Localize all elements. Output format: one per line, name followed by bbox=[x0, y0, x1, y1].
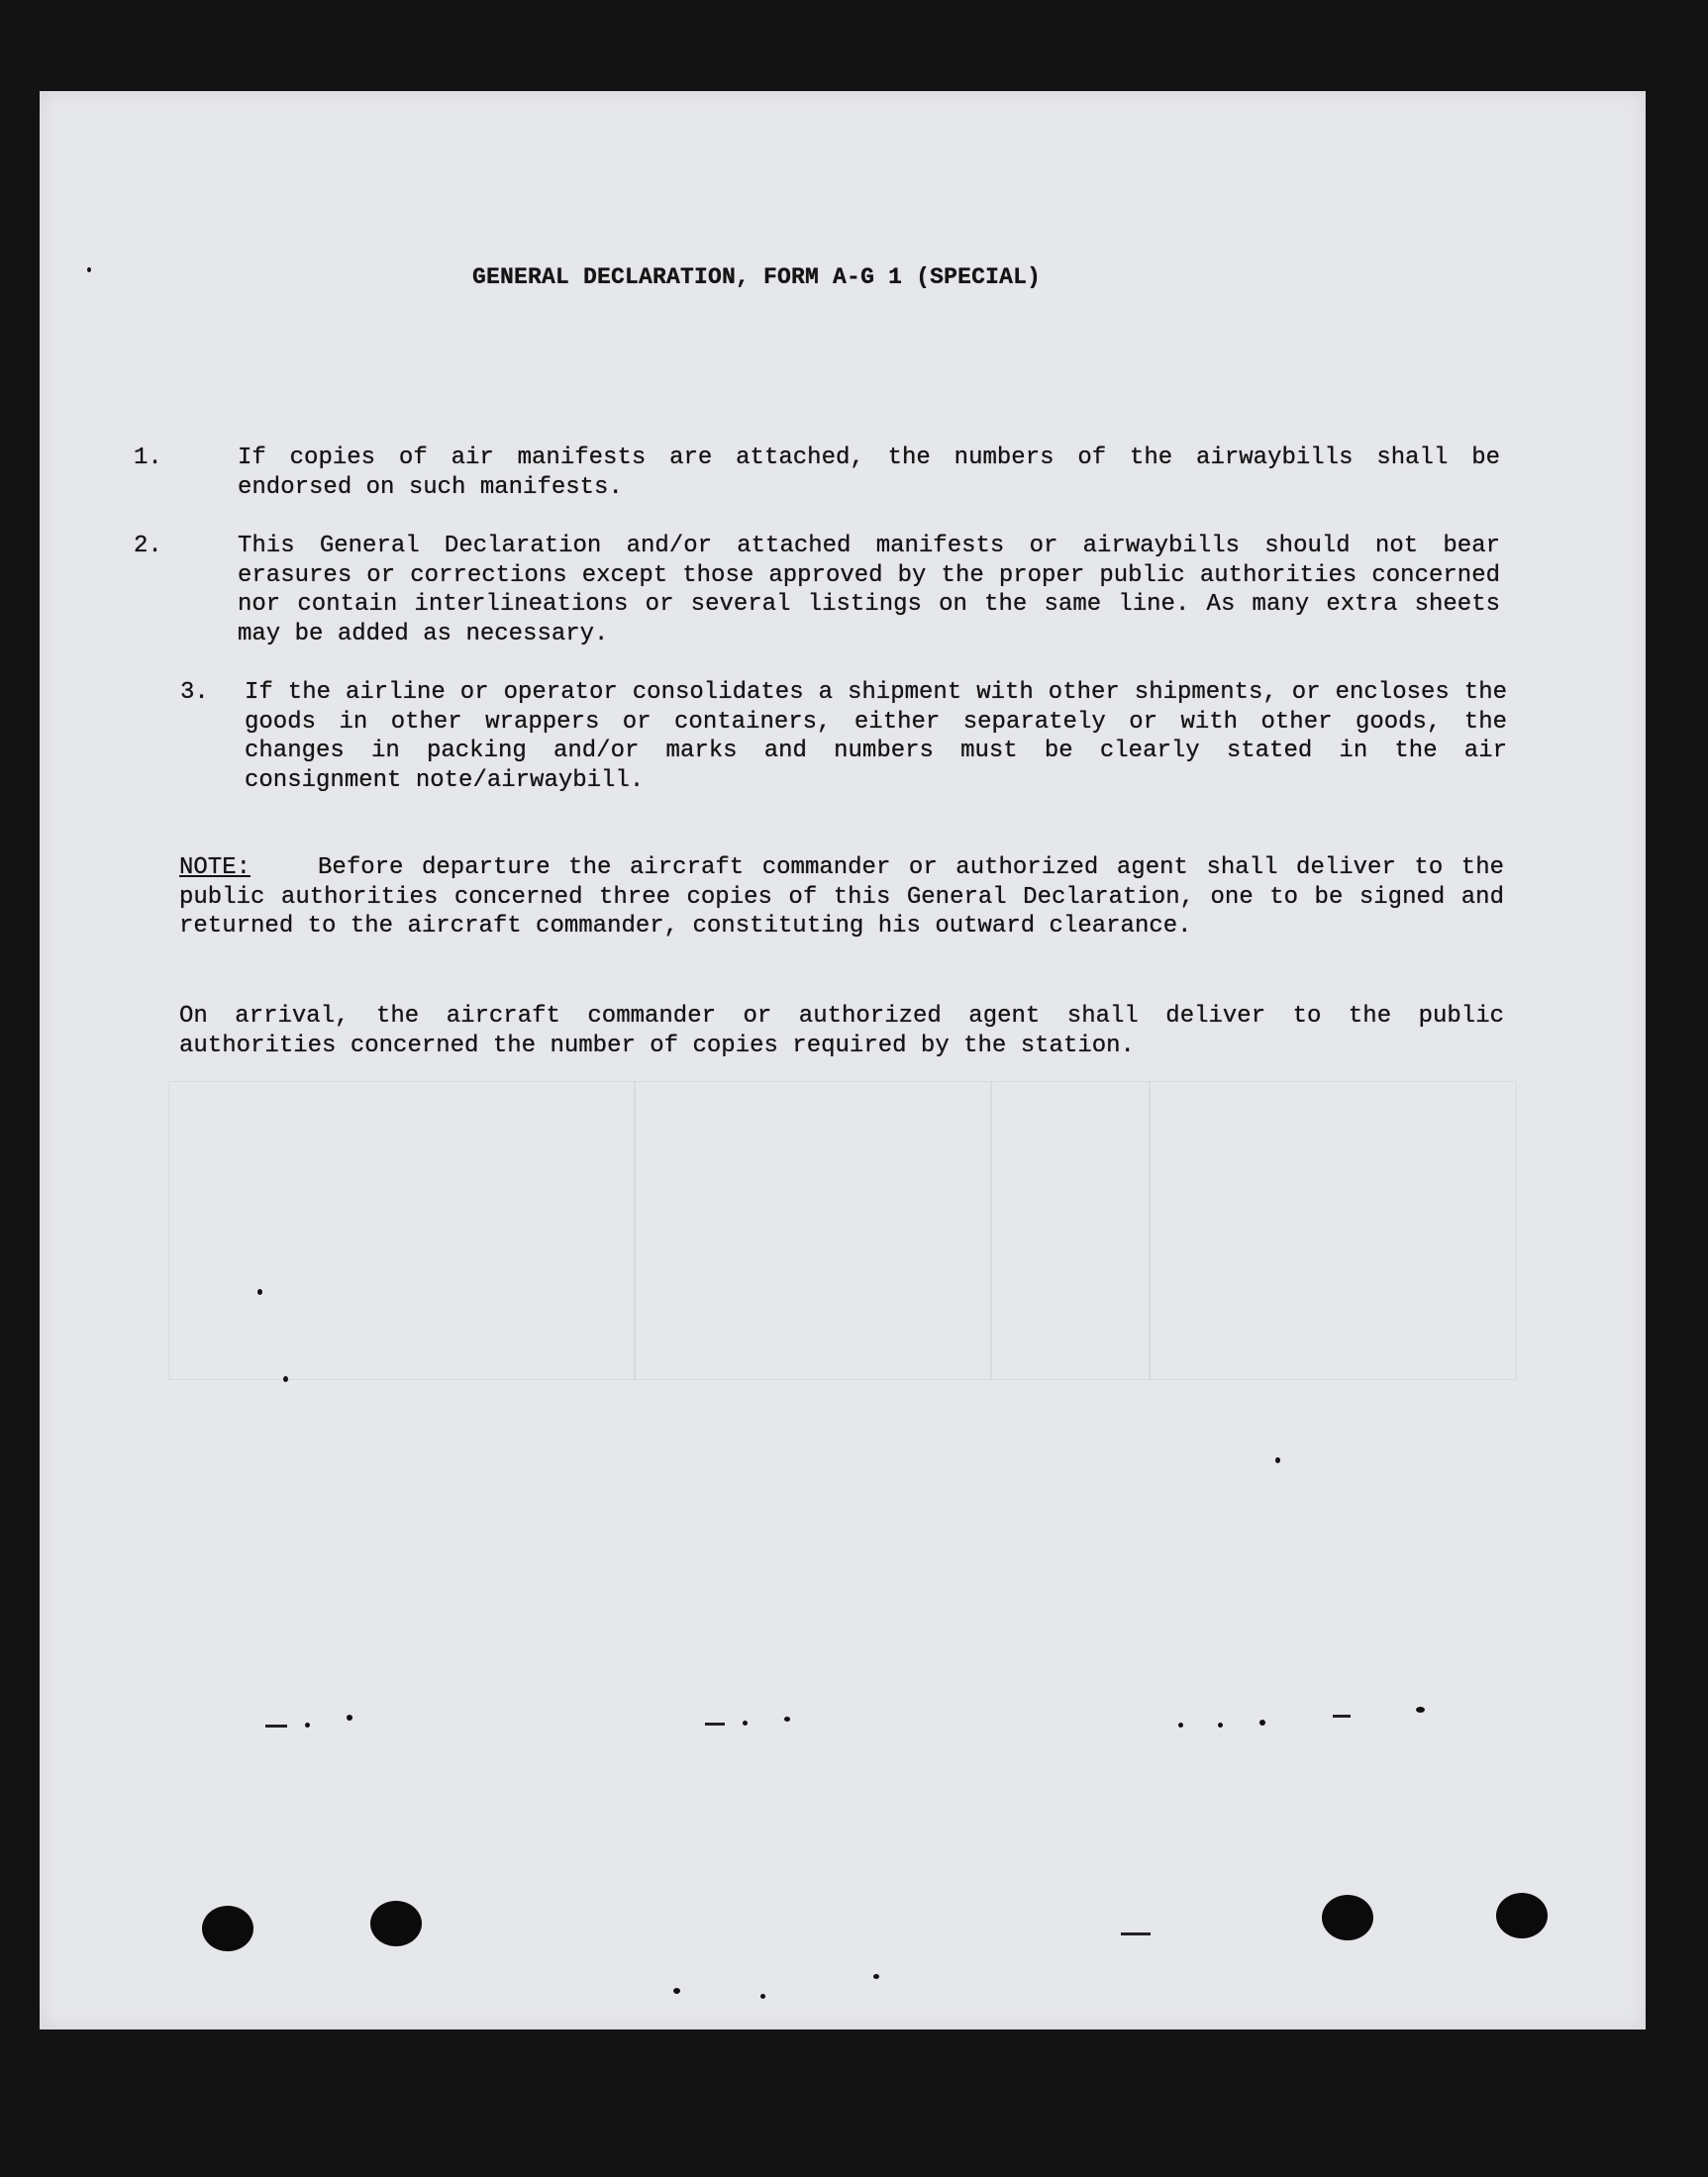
perforation-mark bbox=[265, 1725, 287, 1728]
perforation-mark bbox=[1416, 1707, 1425, 1713]
item-text: If copies of air manifests are attached, the numbers of the airwaybills shall be endorsed on such manifests. bbox=[238, 445, 1500, 501]
bleed-through-column bbox=[634, 1081, 636, 1380]
perforation-mark bbox=[257, 1289, 262, 1295]
perforation-mark bbox=[1218, 1723, 1223, 1728]
note-paragraph bbox=[179, 853, 1504, 941]
punch-hole bbox=[202, 1906, 253, 1951]
arrival-paragraph bbox=[179, 1002, 1504, 1060]
punch-hole bbox=[1496, 1893, 1548, 1938]
punch-hole bbox=[1322, 1895, 1373, 1940]
bleed-through-column bbox=[1149, 1081, 1151, 1380]
bleed-through-table bbox=[168, 1081, 1517, 1380]
paper-sheet bbox=[40, 91, 1646, 2029]
item-number: 2. bbox=[134, 533, 162, 559]
perforation-mark bbox=[347, 1715, 352, 1721]
bleed-through-column bbox=[990, 1081, 992, 1380]
perforation-mark bbox=[784, 1717, 790, 1722]
perforation-mark bbox=[87, 267, 91, 272]
note-text: Before departure the aircraft commander or authorized agent shall deliver to the public authorities concerned three copies of this General Declaration, one to be signed and returned to the aircraft commander, constituting his outward clearance. bbox=[179, 854, 1504, 940]
perforation-mark bbox=[743, 1721, 748, 1726]
perforation-mark bbox=[1275, 1457, 1280, 1463]
perforation-mark bbox=[1259, 1720, 1265, 1726]
perforation-mark bbox=[305, 1723, 310, 1728]
perforation-mark bbox=[1121, 1932, 1151, 1935]
perforation-mark bbox=[1333, 1715, 1351, 1718]
form-title: GENERAL DECLARATION, FORM A-G 1 (SPECIAL) bbox=[472, 264, 1042, 290]
perforation-mark bbox=[1178, 1723, 1183, 1728]
perforation-mark bbox=[873, 1974, 879, 1979]
item-number: 1. bbox=[134, 445, 162, 471]
item-text: This General Declaration and/or attached manifests or airwaybills should not bear erasures or corrections except those approved by the proper public authorities concerned nor contain interlineations or several listings on the same line. As many extra sheets may be added as necessary. bbox=[238, 533, 1500, 647]
punch-hole bbox=[370, 1901, 422, 1946]
arrival-text: On arrival, the aircraft commander or authorized agent shall deliver to the public authorities concerned the number of copies required by the station. bbox=[179, 1003, 1504, 1059]
note-label: NOTE: bbox=[179, 854, 251, 881]
perforation-mark bbox=[673, 1988, 680, 1994]
perforation-mark bbox=[283, 1376, 288, 1382]
item-text: If the airline or operator consolidates a shipment with other shipments, or encloses the goods in other wrappers or containers, either separately or with other goods, the changes in packing and/or marks and numbers must be clearly stated in the air consignment note/airwaybill. bbox=[245, 679, 1507, 794]
perforation-mark bbox=[760, 1994, 765, 1999]
perforation-mark bbox=[705, 1723, 725, 1726]
item-number: 3. bbox=[180, 679, 209, 706]
